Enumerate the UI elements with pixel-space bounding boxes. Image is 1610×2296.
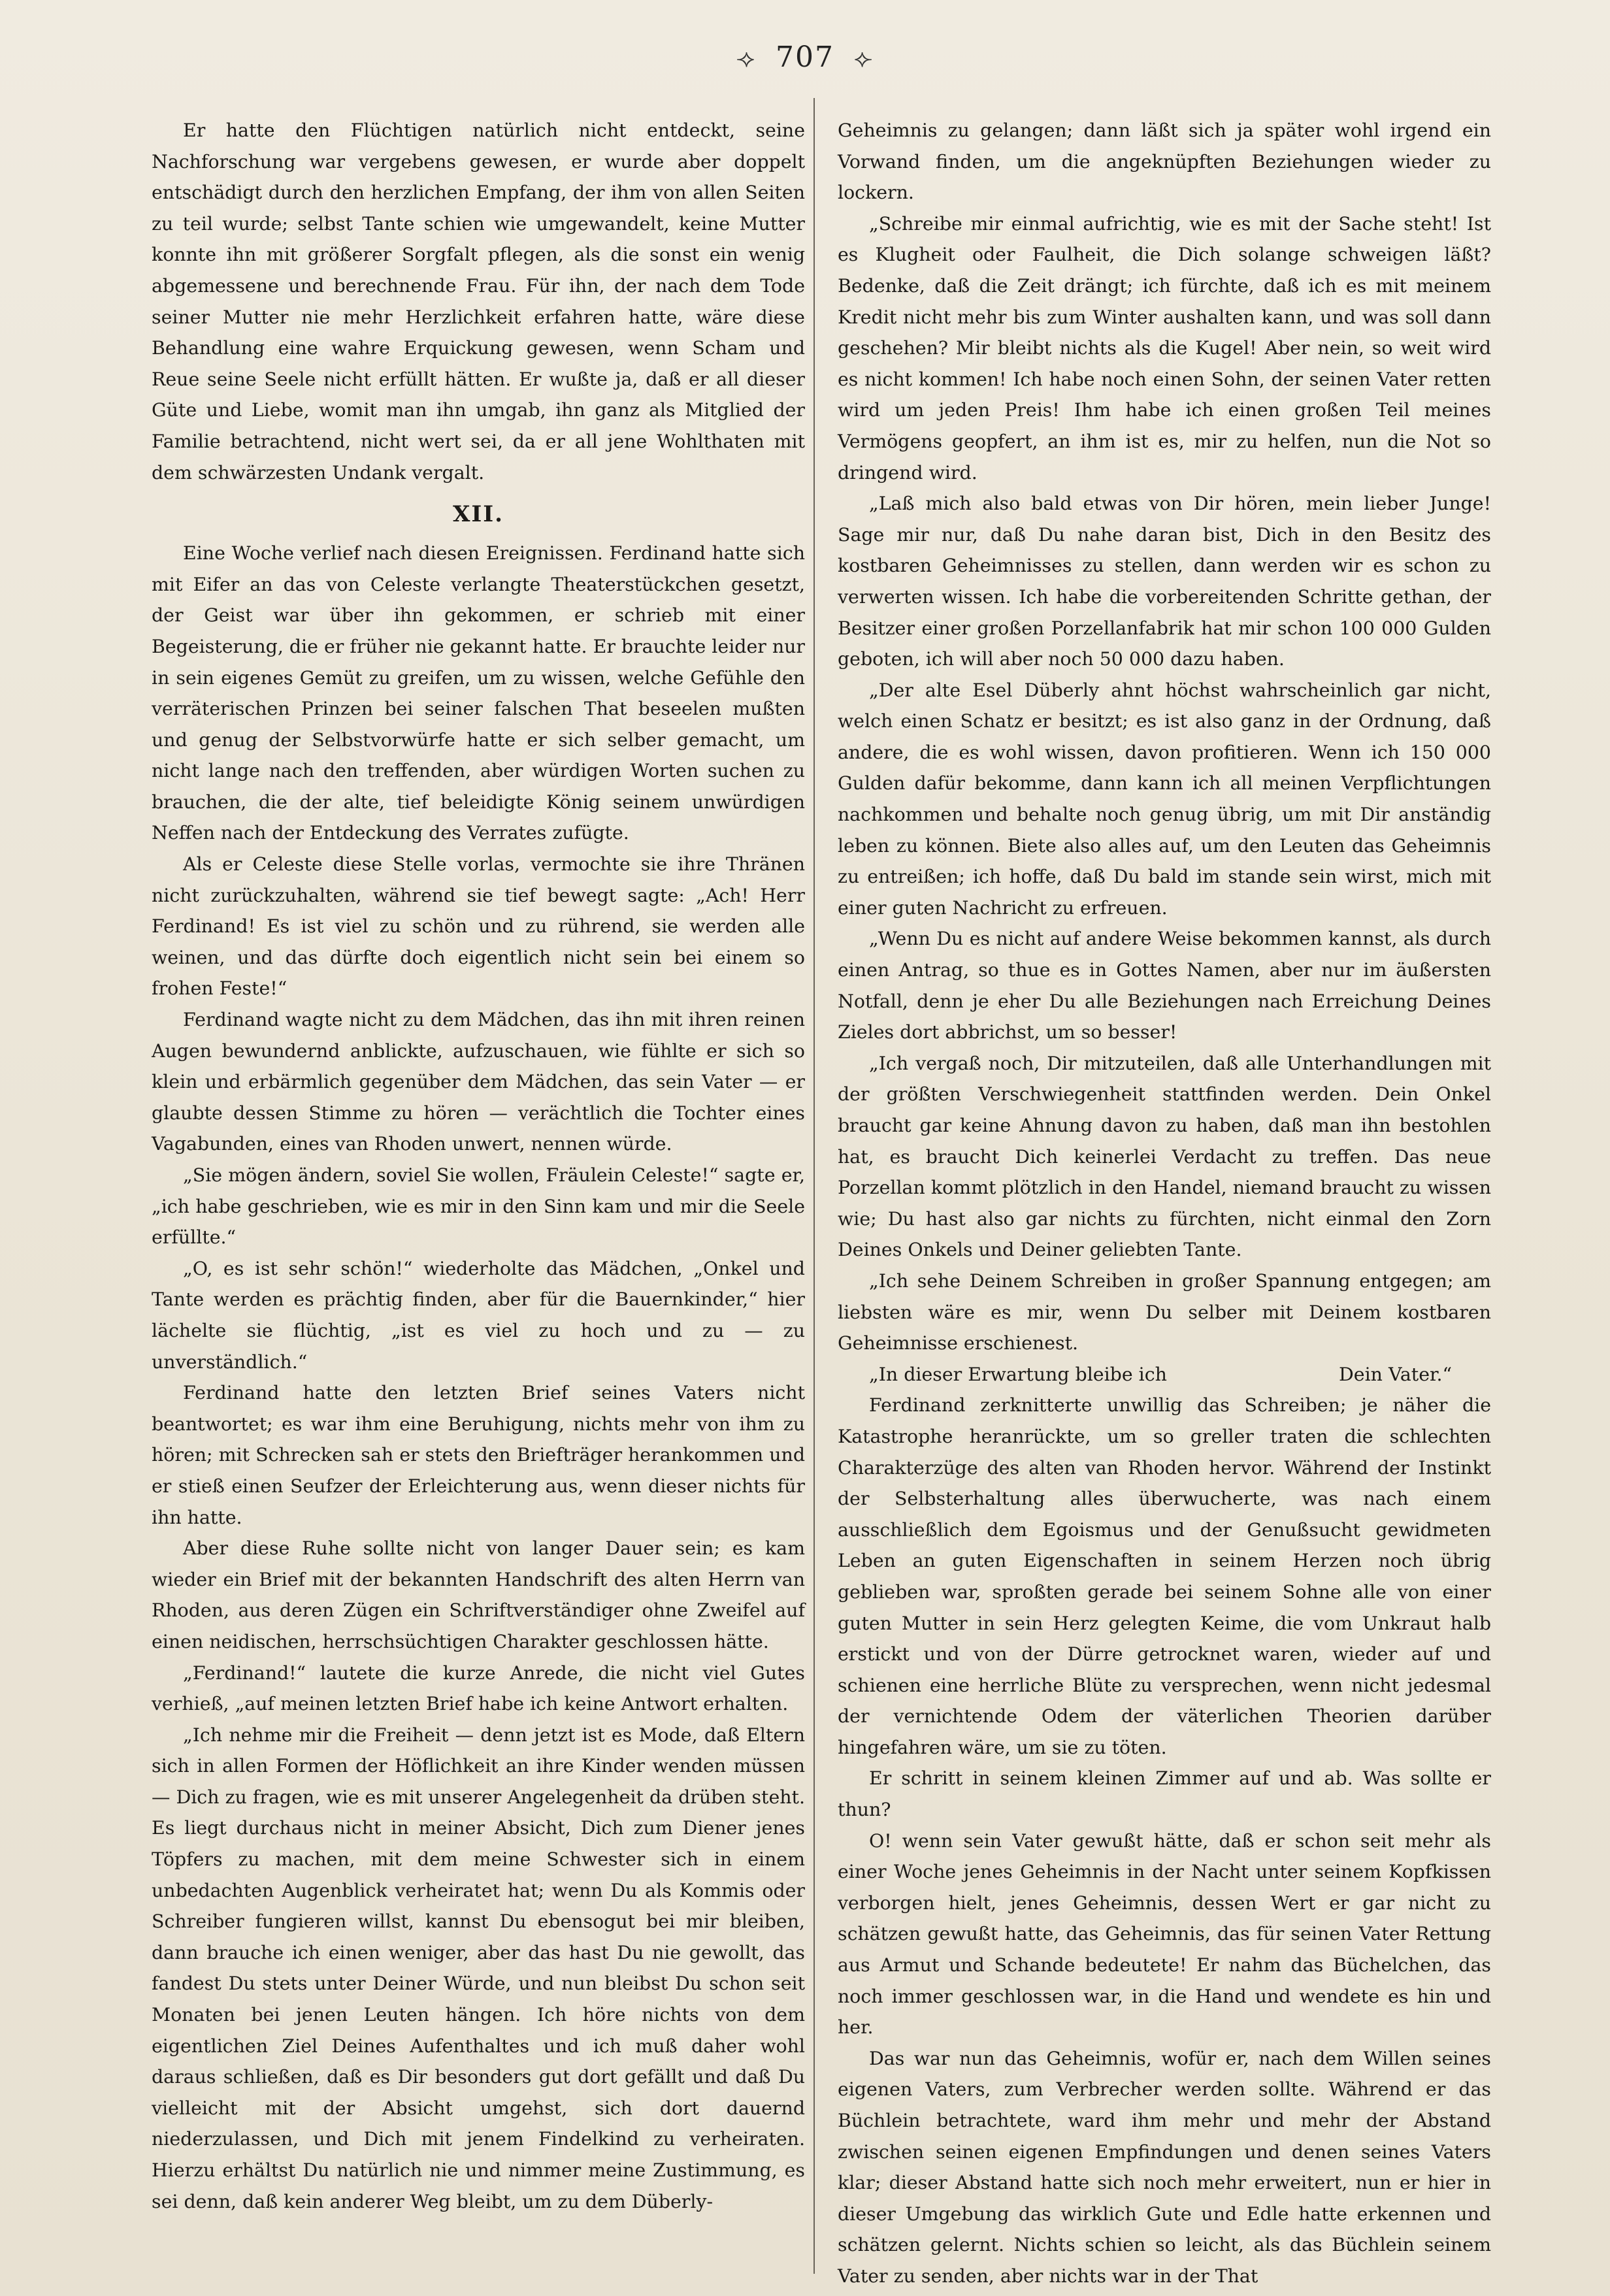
- column-divider: [813, 98, 815, 2274]
- paragraph: „Schreibe mir einmal aufrichtig, wie es mit der Sache steht! Ist es Klugheit oder Faulheit, die Dich solange schweigen läßt? Bedenke, daß die Zeit drängt; ich fürchte, daß ich es mit meinem Kredit nicht mehr bis zum Winter aushalten kann, und was soll dann geschehen? Mir bleibt nichts als die Kugel! Aber nein, so weit wird es nicht kommen! Ich habe noch einen Sohn, der seinen Vater retten wird um jeden Preis! Ihm habe ich einen großen Teil meines Vermögens geopfert, an ihm ist es, mir zu helfen, nun die Not so dringend wird.: [838, 212, 1491, 484]
- chapter-heading: XII.: [452, 501, 504, 528]
- signature: Dein Vater.“: [1339, 1363, 1452, 1385]
- page-header: [0, 41, 1610, 74]
- page-number: 707: [776, 41, 834, 74]
- paragraph: O! wenn sein Vater gewußt hätte, daß er schon seit mehr als einer Woche jenes Geheimnis in der Nacht unter seinem Kopfkissen verborgen hielt, jenes Geheimnis, dessen Wert er gar nicht zu schätzen gewußt hatte, das Geheimnis, das für seinen Vater Rettung aus Armut und Schande bedeutete! Er nahm das Büchelchen, das noch immer geschlossen war, in die Hand und wendete es hin und her.: [838, 1829, 1491, 2039]
- paragraph: „Wenn Du es nicht auf andere Weise bekommen kannst, als durch einen Antrag, so thue es in Gottes Namen, aber nur im äußersten Notfall, denn je eher Du alle Beziehungen nach Erreichung Deines Zieles dort abbrichst, um so besser!: [838, 928, 1491, 1043]
- paragraph: „Ich vergaß noch, Dir mitzuteilen, daß alle Unterhandlungen mit der größten Verschwiegenheit stattfinden werden. Dein Onkel braucht gar keine Ahnung davon zu haben, daß man ihn bestohlen hat, es braucht Dich keinerlei Verdacht zu treffen. Das neue Porzellan kommt plötzlich in den Handel, niemand braucht zu wissen wie; Du hast also gar nichts zu fürchten, nicht einmal den Zorn Deines Onkels und Deiner geliebten Tante.: [838, 1052, 1491, 1261]
- closing-phrase: „In dieser Erwartung bleibe ich: [869, 1363, 1167, 1385]
- paragraph: „Ich nehme mir die Freiheit — denn jetzt ist es Mode, daß Eltern sich in allen Formen der Höflichkeit an ihre Kinder wenden müssen — Dich zu fragen, wie es mit unserer Angelegenheit da drüben steht. Es liegt durchaus nicht in meiner Absicht, Dich zum Diener jenes Töpfers zu machen, mit dem meine Schwester sich in einem unbedachten Augenblick verheiratet hat; wenn Du als Kommis oder Schreiber fungieren willst, kannst Du ebensogut bei mir bleiben, dann brauche ich einen weniger, aber das hast Du nie gewollt, das fandest Du stets unter Deiner Würde, und nun bleibst Du schon seit Monaten bei jenen Leuten hängen. Ich höre nichts von dem eigentlichen Ziel Deines Aufenthaltes und ich muß daher wohl daraus schließen, daß es Dir besonders gut dort gefällt und daß Du vielleicht mit der Absicht umgehst, sich dort dauernd niederzulassen, und Dich mit jenem Findelkind zu verheiraten. Hierzu erhältst Du natürlich nie und nimmer meine Zustimmung, es sei denn, daß kein anderer Weg bleibt, um zu dem Düberly-: [152, 1724, 805, 2212]
- ornament-left-icon: ⟢: [736, 44, 756, 73]
- paragraph: „Sie mögen ändern, soviel Sie wollen, Fräulein Celeste!“ sagte er, „ich habe geschrieben, wie es mir in den Sinn kam und mir die Seele erfüllte.“: [152, 1164, 805, 1249]
- paragraph: Er hatte den Flüchtigen natürlich nicht entdeckt, seine Nachforschung war vergebens gewesen, er wurde aber doppelt entschädigt durch den herzlichen Empfang, der ihm von allen Seiten zu teil wurde; selbst Tante schien wie umgewandelt, keine Mutter konnte ihn mit größerer Sorgfalt pflegen, als die sonst ein wenig abgemessene und berechnende Frau. Für ihn, der nach dem Tode seiner Mutter nie mehr Herzlichkeit erfahren hatte, wäre diese Behandlung eine wahre Erquickung gewesen, wenn Scham und Reue seine Seele nicht erfüllt hätten. Er wußte ja, daß er all dieser Güte und Liebe, womit man ihn umgab, ihn ganz als Mitglied der Familie betrachtend, nicht wert sei, da er all jene Wohlthaten mit dem schwärzesten Undank vergalt.: [152, 120, 805, 484]
- paragraph: Das war nun das Geheimnis, wofür er, nach dem Willen seines eigenen Vaters, zum Verbrecher werden sollte. Während er das Büchlein betrachtete, ward ihm mehr und mehr der Abstand zwischen seinen eigenen Empfindungen und denen seines Vaters klar; dieser Abstand hatte sich noch mehr erweitert, nun er hier in dieser Umgebung das wirklich Gute und Edle hatte erkennen und schätzen gelernt. Nichts schien so leicht, als das Büchlein seinem Vater zu senden, aber nichts war in der That: [838, 2047, 1491, 2287]
- letter-closing: [838, 1359, 1491, 1390]
- paragraph: Ferdinand hatte den letzten Brief seines Vaters nicht beantwortet; es war ihm eine Beruhigung, nichts mehr von ihm zu hören; mit Schrecken sah er stets den Briefträger herankommen und er stieß einen Seufzer der Erleichterung aus, wenn dieser nichts für ihn hatte.: [152, 1382, 805, 1528]
- paragraph: Ferdinand zerknitterte unwillig das Schreiben; je näher die Katastrophe heranrückte, um so greller traten die schlechten Charakterzüge des alten van Rhoden hervor. Während der Instinkt der Selbsterhaltung alles überwucherte, was nach einem ausschließlich dem Egoismus und der Genußsucht gewidmeten Leben an guten Eigenschaften in seinem Herzen noch übrig geblieben war, sproßten gerade bei seinem Sohne alle von einer guten Mutter in sein Herz gelegten Keime, die vom Unkraut halb erstickt und von der Dürre getrocknet waren, wieder auf und schienen eine herrliche Blüte zu versprechen, wenn nicht jedesmal der vernichtende Odem der väterlichen Theorien darüber hingefahren wäre, um sie zu töten.: [838, 1394, 1491, 1758]
- paragraph: Eine Woche verlief nach diesen Ereignissen. Ferdinand hatte sich mit Eifer an das von Celeste verlangte Theaterstückchen gesetzt, der Geist war über ihn gekommen, er schrieb mit einer Begeisterung, die er früher nie gekannt hatte. Er brauchte leider nur in sein eigenes Gemüt zu greifen, um zu wissen, welche Gefühle den verräterischen Prinzen bei seiner falschen That beseelen mußten und genug der Selbstvorwürfe hatte er sich selber gemacht, um nicht lange nach den treffenden, aber würdigen Worten suchen zu brauchen, die der alte, tief beleidigte König seinem unwürdigen Neffen nach der Entdeckung des Verrates zufügte.: [152, 542, 805, 844]
- paragraph: „O, es ist sehr schön!“ wiederholte das Mädchen, „Onkel und Tante werden es prächtig finden, aber für die Bauernkinder,“ hier lächelte sie flüchtig, „ist es viel zu hoch und zu — zu unverständlich.“: [152, 1257, 805, 1373]
- ornament-right-icon: ⟣: [853, 44, 874, 73]
- paragraph: Geheimnis zu gelangen; dann läßt sich ja später wohl irgend ein Vorwand finden, um die angeknüpften Beziehungen wieder zu lockern.: [838, 120, 1491, 204]
- paragraph: „Ferdinand!“ lautete die kurze Anrede, die nicht viel Gutes verhieß, „auf meinen letzten Brief habe ich keine Antwort erhalten.: [152, 1662, 805, 1715]
- paragraph: „Ich sehe Deinem Schreiben in großer Spannung entgegen; am liebsten wäre es mir, wenn Du selber mit Deinem kostbaren Geheimnisse erschienest.: [838, 1270, 1491, 1354]
- left-column: [152, 115, 805, 2258]
- right-column: [838, 115, 1491, 2287]
- paragraph: Aber diese Ruhe sollte nicht von langer Dauer sein; es kam wieder ein Brief mit der bekannten Handschrift des alten Herrn van Rhoden, aus deren Zügen ein Schriftverständiger ohne Zweifel auf einen neidischen, herrschsüchtigen Charakter geschlossen hätte.: [152, 1537, 805, 1652]
- paragraph: Er schritt in seinem kleinen Zimmer auf und ab. Was sollte er thun?: [838, 1767, 1491, 1821]
- paragraph: Ferdinand wagte nicht zu dem Mädchen, das ihn mit ihren reinen Augen bewundernd anblickte, aufzuschauen, wie fühlte er sich so klein und erbärmlich gegenüber dem Mädchen, das sein Vater — er glaubte dessen Stimme zu hören — verächtlich die Tochter eines Vagabunden, eines van Rhoden unwert, nennen würde.: [152, 1009, 805, 1155]
- paragraph: Als er Celeste diese Stelle vorlas, vermochte sie ihre Thränen nicht zurückzuhalten, während sie tief bewegt sagte: „Ach! Herr Ferdinand! Es ist viel zu schön und zu rührend, sie werden alle weinen, und das dürfte doch eigentlich nicht sein bei einem so frohen Feste!“: [152, 853, 805, 1000]
- paragraph: „Der alte Esel Düberly ahnt höchst wahrscheinlich gar nicht, welch einen Schatz er besitzt; es ist also ganz in der Ordnung, daß andere, die es wohl wissen, davon profitieren. Wenn ich 150 000 Gulden dafür bekomme, dann kann ich all meinen Verpflichtungen nachkommen und behalte noch genug übrig, um mit Dir anständig leben zu können. Biete also alles auf, um den Leuten das Geheimnis zu entreißen; ich hoffe, daß Du bald im stande sein wirst, mich mit einer guten Nachricht zu erfreuen.: [838, 679, 1491, 919]
- paragraph: „Laß mich also bald etwas von Dir hören, mein lieber Junge! Sage mir nur, daß Du nahe daran bist, Dich in den Besitz des kostbaren Geheimnisses zu stellen, dann werden wir es schon zu verwerten wissen. Ich habe die vorbereitenden Schritte gethan, der Besitzer einer großen Porzellanfabrik hat mir schon 100 000 Gulden geboten, ich will aber noch 50 000 dazu haben.: [838, 493, 1491, 670]
